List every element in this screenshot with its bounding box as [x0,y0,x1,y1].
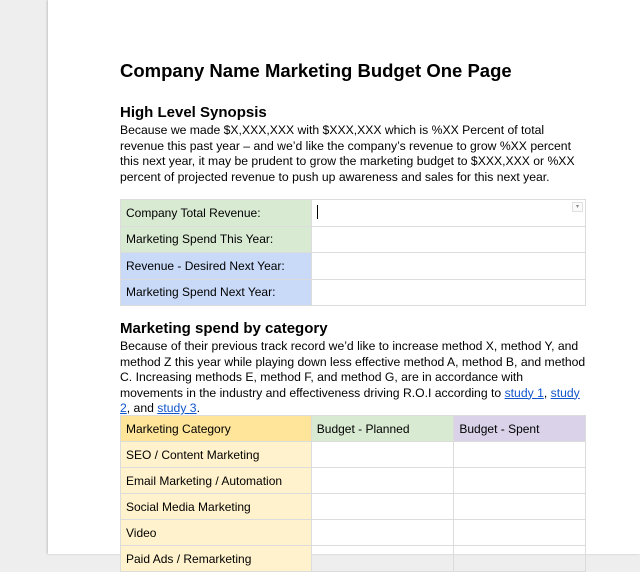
table-row [121,546,586,572]
spend-this-year-label[interactable]: Marketing Spend This Year: [121,226,312,253]
category-cell[interactable]: Email Marketing / Automation [121,468,312,494]
synopsis-heading: High Level Synopsis [120,104,267,121]
planned-cell[interactable] [311,442,454,468]
planned-cell[interactable] [311,494,454,520]
spent-cell[interactable] [454,494,586,520]
table-row [121,520,586,546]
table-row [121,494,586,520]
spent-cell[interactable] [454,442,586,468]
table-row [121,226,586,253]
category-cell[interactable]: Paid Ads / Remarketing [121,546,312,572]
document-page[interactable] [48,0,640,566]
category-heading: Marketing spend by category [120,320,328,337]
spend-next-year-value[interactable] [311,279,585,306]
study-2-link[interactable]: study 2 [120,385,580,415]
header-category[interactable]: Marketing Category [121,416,312,442]
spend-this-year-value[interactable] [311,226,585,253]
category-cell[interactable]: SEO / Content Marketing [121,442,312,468]
spend-next-year-label[interactable]: Marketing Spend Next Year: [121,279,312,306]
table-row [121,200,586,227]
table-row [121,442,586,468]
synopsis-paragraph: Because we made $X,XXX,XXX with $XXX,XXX which is %XX Percent of total revenue this past year – and we’d like the company’s revenue to grow %XX percent this next year, it may be prudent to grow the marketing budget to $XXX,XXX or %XX percent of projected revenue to push up awareness and sales for this next year. [120,123,575,184]
spent-cell[interactable] [454,468,586,494]
chevron-down-icon[interactable]: ▾ [572,202,583,212]
category-paragraph [120,339,586,417]
spent-cell[interactable] [454,520,586,546]
summary-table [120,199,586,306]
header-spent[interactable]: Budget - Spent [454,416,586,442]
period-text: . [196,401,200,415]
table-row [121,468,586,494]
revenue-next-year-label[interactable]: Revenue - Desired Next Year: [121,253,312,280]
header-planned[interactable]: Budget - Planned [311,416,454,442]
planned-cell[interactable] [311,468,454,494]
text-cursor [317,205,318,219]
category-cell[interactable]: Social Media Marketing [121,494,312,520]
separator-text: , [543,385,551,400]
planned-cell[interactable] [311,546,454,572]
category-table [120,415,586,572]
planned-cell[interactable] [311,520,454,546]
left-gutter [0,0,48,554]
table-row [121,253,586,280]
study-3-link[interactable]: study 3 [157,401,197,415]
document-title: Company Name Marketing Budget One Page [120,60,512,81]
study-1-link[interactable]: study 1 [504,385,544,400]
separator-text: , and [126,401,158,415]
revenue-next-year-value[interactable] [311,253,585,280]
revenue-value-cell[interactable] [311,200,585,227]
category-paragraph-text: Because of their previous track record we’d like to increase method X, method Y, and method Z this year while playing down less effective method A, method B, and method C. Increasing methods E, method F, and method G, are in accordance with movements in the industry and effectiveness driving R.O.I according to [120,339,586,400]
table-header-row [121,416,586,442]
revenue-label[interactable]: Company Total Revenue: [121,200,312,227]
category-cell[interactable]: Video [121,520,312,546]
table-row [121,279,586,306]
spent-cell[interactable] [454,546,586,572]
